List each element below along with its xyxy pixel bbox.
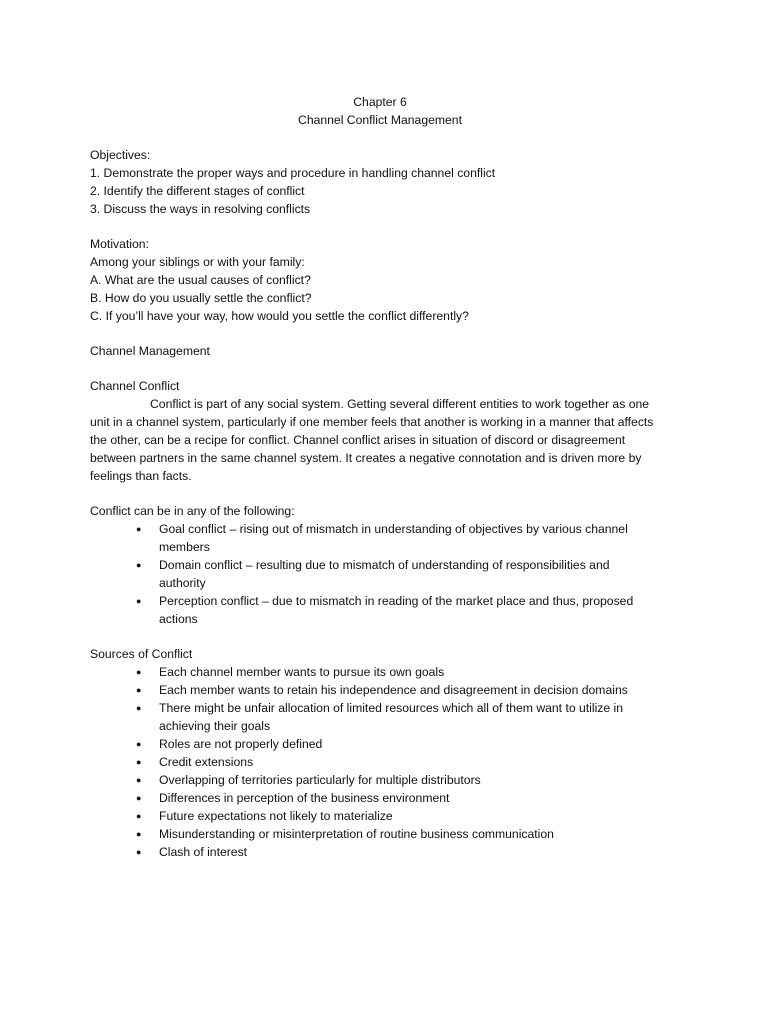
list-item-text: There might be unfair allocation of limited resources which all of them want to utilize in achieving their goals [159,701,624,733]
list-item [90,789,654,807]
channel-conflict-heading: Channel Conflict [90,379,180,393]
list-item [90,771,654,789]
spacer [90,628,690,645]
list-item-text: Each channel member wants to pursue its own goals [159,665,445,679]
channel-management-heading: Channel Management [90,344,210,358]
conflict-types-section [90,502,690,628]
document-title: Channel Conflict Management [298,113,462,127]
list-item [90,681,654,699]
bullet-icon: ● [136,560,142,570]
motivation-section [90,235,690,325]
list-item-text: Each member wants to retain his independence and disagreement in decision domains [159,683,628,697]
motivation-item: B. How do you usually settle the conflict? [90,291,312,305]
bullet-icon: ● [136,596,142,606]
list-item [90,843,654,861]
list-item-text: Future expectations not likely to materialize [159,809,393,823]
motivation-heading: Motivation: [90,237,149,251]
bullet-icon: ● [136,811,142,821]
bullet-icon: ● [136,524,142,534]
objective-item: 3. Discuss the ways in resolving conflicts [90,202,311,216]
bullet-icon: ● [136,667,142,677]
list-item-text: Domain conflict – resulting due to mismatch of understanding of responsibilities and authority [159,558,610,590]
spacer [90,485,690,502]
spacer [90,218,690,235]
document-page [90,93,690,861]
bullet-icon: ● [136,739,142,749]
list-item-text: Clash of interest [159,845,248,859]
list-item-text: Roles are not properly defined [159,737,323,751]
list-item [90,807,654,825]
conflict-types-heading: Conflict can be in any of the following: [90,504,295,518]
list-item-text: Perception conflict – due to mismatch in reading of the market place and thus, proposed actions [159,594,634,626]
list-item [90,592,654,628]
motivation-item: C. If you’ll have your way, how would you settle the conflict differently? [90,309,469,323]
list-item [90,825,654,843]
list-item [90,699,654,735]
list-item [90,556,654,592]
spacer [90,129,690,146]
conflict-types-list [90,520,690,628]
bullet-icon: ● [136,829,142,839]
motivation-item: A. What are the usual causes of conflict? [90,273,311,287]
list-item [90,753,654,771]
bullet-icon: ● [136,793,142,803]
list-item-text: Misunderstanding or misinterpretation of routine business communication [159,827,554,841]
bullet-icon: ● [136,757,142,767]
channel-conflict-paragraph: Conflict is part of any social system. Getting several different entities to work together as one unit in a channel system, particularly if one member feels that another is working in a manner that affects the other, can be a recipe for conflict. Channel conflict arises in situation of discord or disagreement between partners in the same channel system. It creates a negative connotation and is driven more by feelings than facts. [90,397,654,483]
spacer [90,325,690,342]
objectives-heading: Objectives: [90,148,151,162]
objective-item: 2. Identify the different stages of conflict [90,184,305,198]
bullet-icon: ● [136,775,142,785]
objectives-section [90,146,690,218]
list-item [90,520,654,556]
list-item-text: Credit extensions [159,755,254,769]
list-item [90,663,654,681]
list-item-text: Overlapping of territories particularly for multiple distributors [159,773,481,787]
list-item-text: Goal conflict – rising out of mismatch in understanding of objectives by various channel members [159,522,628,554]
motivation-intro: Among your siblings or with your family: [90,255,305,269]
objective-item: 1. Demonstrate the proper ways and procedure in handling channel conflict [90,166,496,180]
bullet-icon: ● [136,847,142,857]
sources-list [90,663,690,861]
channel-conflict-section [90,377,690,485]
list-item-text: Differences in perception of the business environment [159,791,450,805]
bullet-icon: ● [136,703,142,713]
chapter-label: Chapter 6 [353,95,407,109]
spacer [90,360,690,377]
bullet-icon: ● [136,685,142,695]
sources-heading: Sources of Conflict [90,647,193,661]
sources-section [90,645,690,861]
list-item [90,735,654,753]
